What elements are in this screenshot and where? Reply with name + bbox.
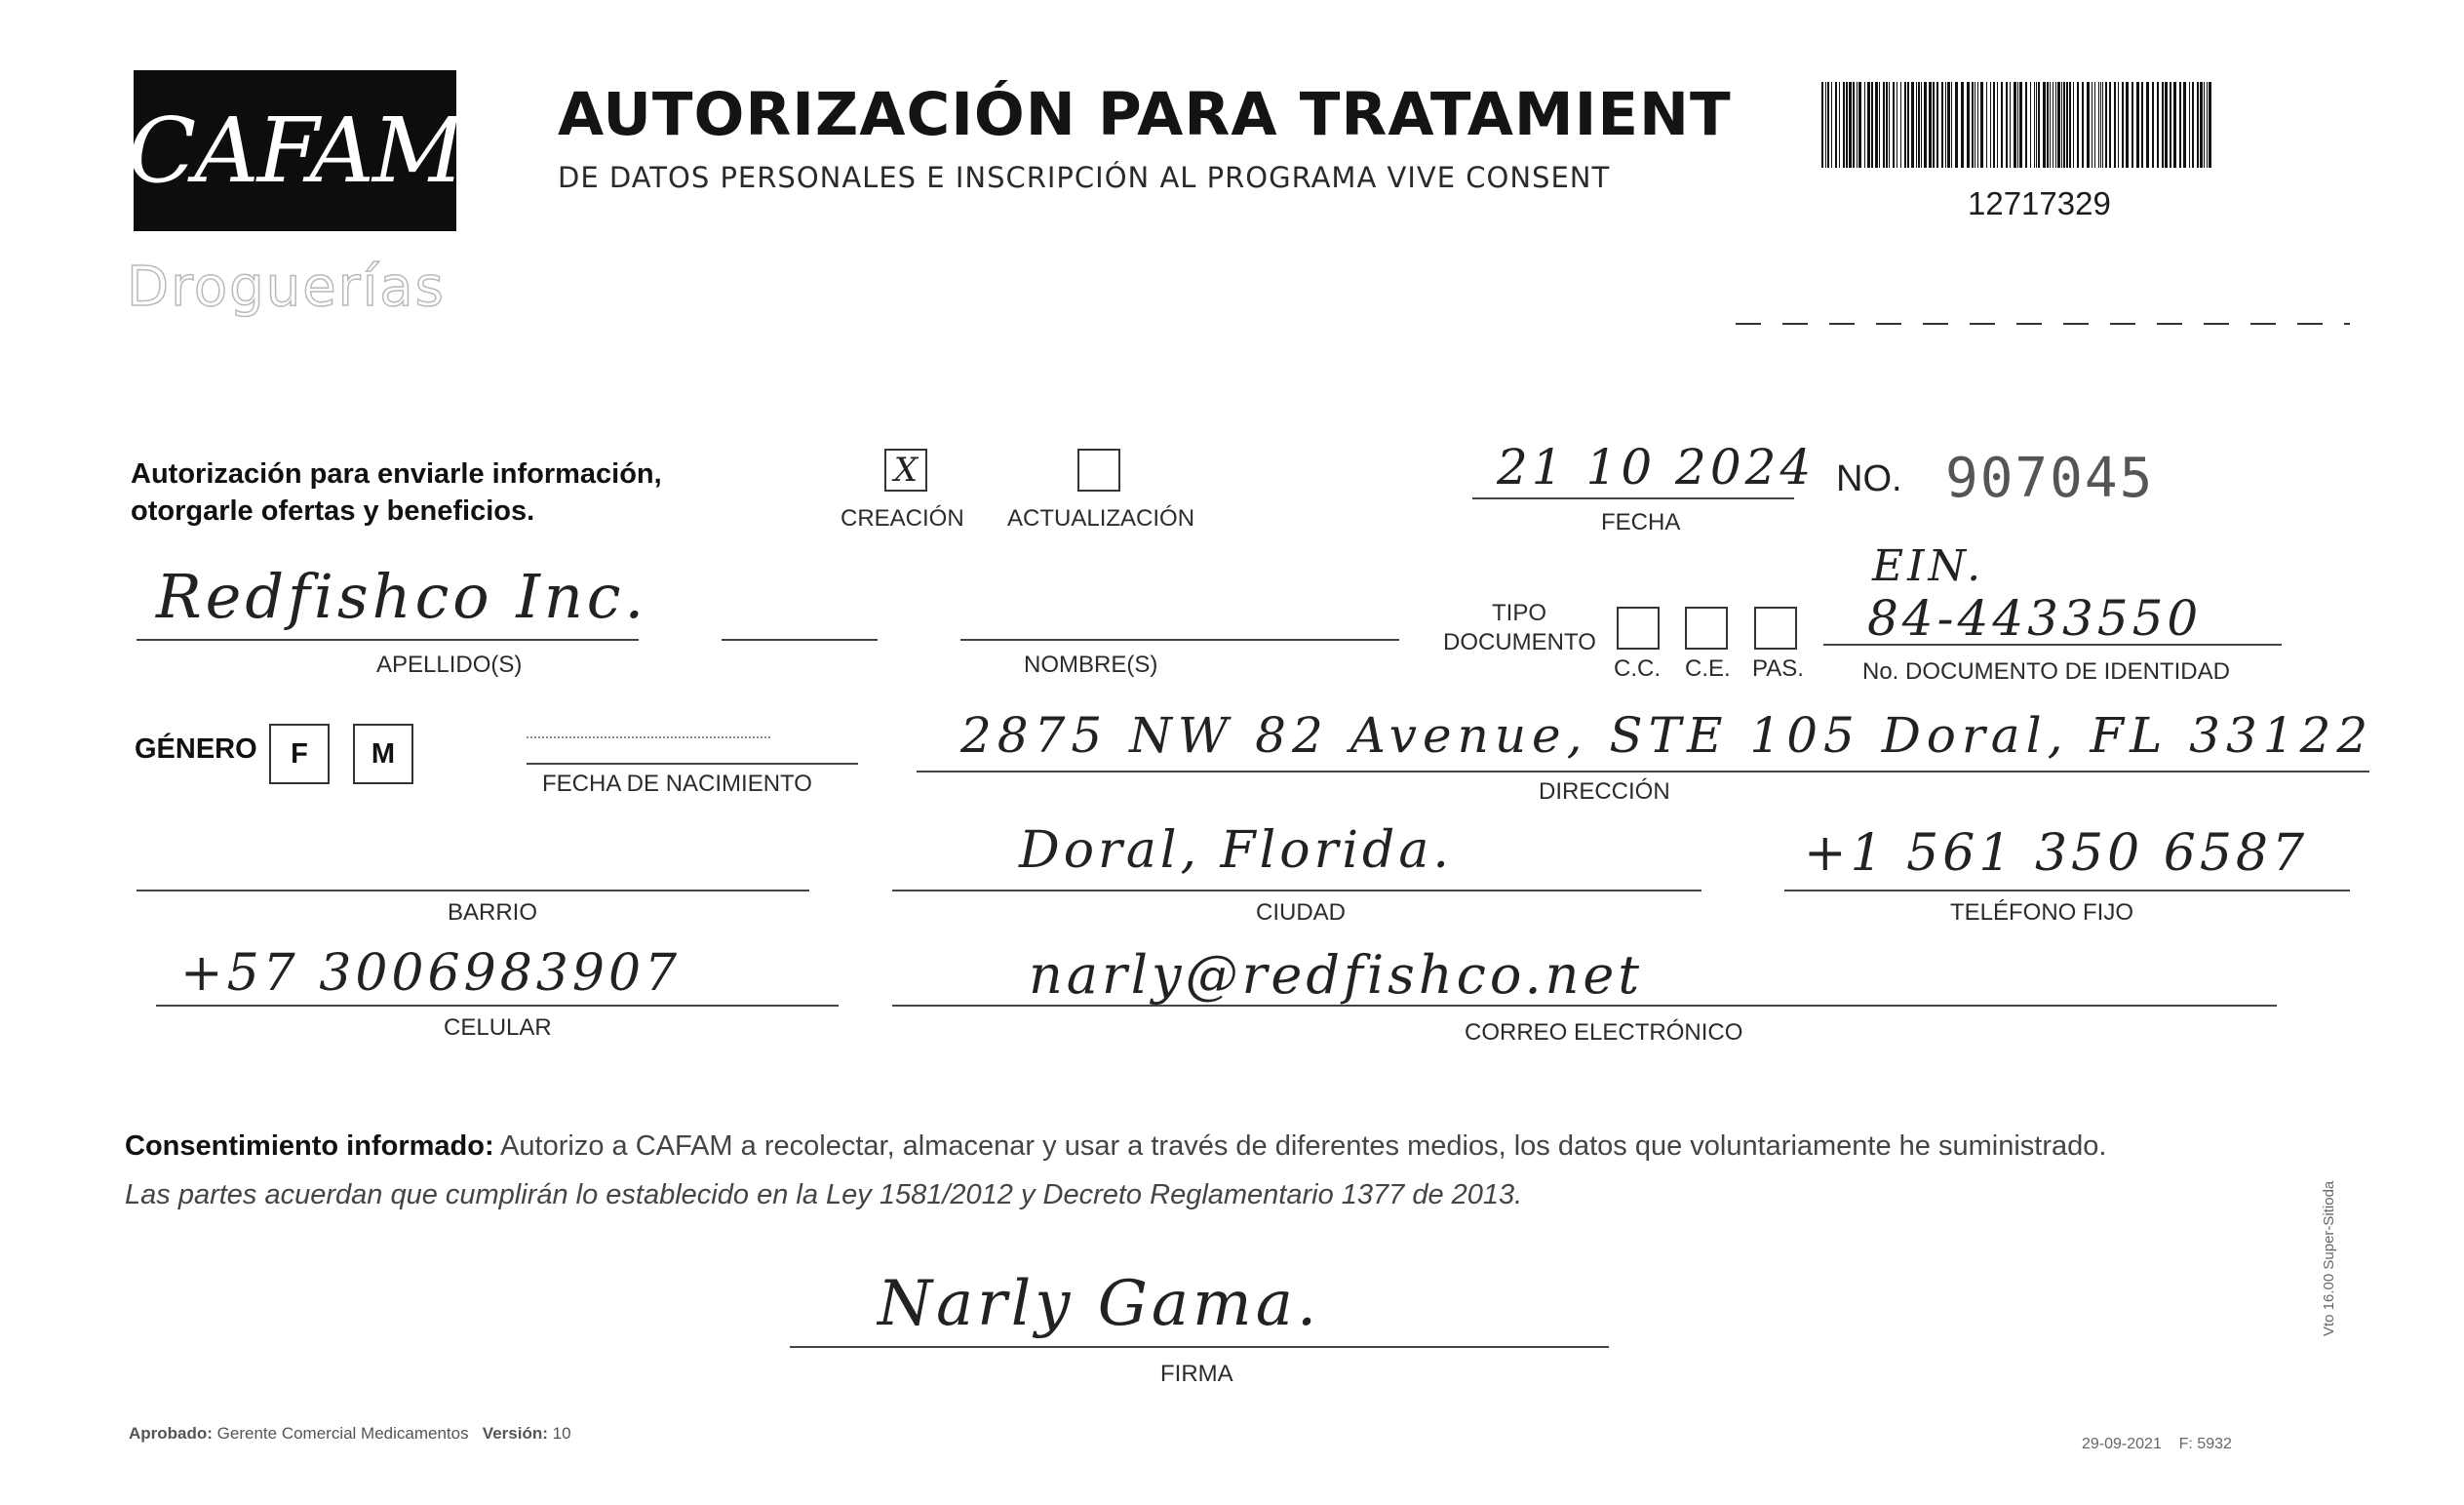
barcode-bar: [2122, 82, 2124, 168]
form-code: F: 5932: [2178, 1436, 2232, 1452]
actualizacion-checkbox[interactable]: [1077, 449, 1120, 492]
approved-value: Gerente Comercial Medicamentos: [216, 1424, 469, 1443]
barcode-bar: [1993, 82, 1995, 168]
numero-label: NO.: [1836, 458, 1902, 499]
barcode-bar: [2146, 82, 2149, 168]
authorization-text-line2: otorgarle ofertas y beneficios.: [131, 495, 535, 527]
barcode-bar: [1990, 82, 1991, 168]
celular-value: +57 3006983907: [180, 944, 682, 1003]
barcode-bar: [2109, 82, 2111, 168]
barcode-bar: [2057, 82, 2060, 168]
pas-checkbox[interactable]: [1754, 607, 1797, 650]
barcode-bar: [1972, 82, 1974, 168]
header-dashed-rule: [1736, 322, 2350, 326]
barcode-bar: [1955, 82, 1958, 168]
barcode-bar: [1980, 82, 1983, 168]
barcode-bar: [1936, 82, 1938, 168]
barcode-bar: [1893, 82, 1895, 168]
barcode-bar: [1849, 82, 1852, 168]
barcode-bar: [2030, 82, 2031, 168]
barcode-bar: [1921, 82, 1922, 168]
barcode-bar: [1867, 82, 1870, 168]
barcode-bar: [1846, 82, 1848, 168]
barcode-bar: [2132, 82, 2133, 168]
barcode-bar: [2001, 82, 2003, 168]
footer-approval: [129, 1424, 571, 1444]
barcode-bar: [2025, 82, 2027, 168]
tipo-documento-label-2: DOCUMENTO: [1443, 629, 1596, 655]
barcode-bar: [2162, 82, 2164, 168]
barcode-bar: [2165, 82, 2168, 168]
barcode-bar: [1843, 82, 1845, 168]
barcode-bar: [2010, 82, 2011, 168]
logo-subtitle: Droguerías: [127, 256, 446, 319]
barcode-bar: [2077, 82, 2079, 168]
barcode-bar: [2126, 82, 2129, 168]
barcode-bar: [1825, 82, 1826, 168]
barcode-bar: [1879, 82, 1880, 168]
barcode-bar: [1907, 82, 1909, 168]
genero-label: GÉNERO: [135, 733, 257, 765]
barcode-bar: [2183, 82, 2186, 168]
barcode-bar: [1977, 82, 1978, 168]
barcode-number: 12717329: [1968, 185, 2111, 221]
approved-label: Aprobado:: [129, 1424, 213, 1443]
signature-label: FIRMA: [1160, 1361, 1233, 1387]
correo-label: CORREO ELECTRÓNICO: [1465, 1019, 1743, 1046]
barcode-bar: [2036, 82, 2037, 168]
barcode-bar: [2006, 82, 2008, 168]
date-code: 29-09-2021: [2082, 1436, 2162, 1452]
barcode-bar: [1875, 82, 1878, 168]
barcode-bar: [2055, 82, 2056, 168]
barcode-bar: [1916, 82, 1917, 168]
genero-m-label: M: [371, 737, 396, 770]
consent-paragraph: [125, 1122, 2348, 1219]
barcode-graphic: [1821, 82, 2213, 168]
barcode-bar: [2200, 82, 2203, 168]
barcode-bar: [1900, 82, 1901, 168]
barcode-bar: [2179, 82, 2181, 168]
barcode-bar: [1835, 82, 1837, 168]
barcode-bar: [1941, 82, 1943, 168]
barcode-bar: [1918, 82, 1920, 168]
cc-label: C.C.: [1614, 655, 1661, 682]
vertical-print-info: Vto 16.00 Super-Sitioda: [2321, 1180, 2337, 1336]
genero-f-checkbox[interactable]: [269, 724, 330, 784]
barcode-bar: [1904, 82, 1906, 168]
logo-text: CAFAM: [127, 98, 463, 203]
barcode-bar: [2118, 82, 2119, 168]
barcode-bar: [2100, 82, 2101, 168]
barcode-bar: [1886, 82, 1888, 168]
cc-checkbox[interactable]: [1617, 607, 1660, 650]
barcode-bar: [2047, 82, 2049, 168]
ce-checkbox[interactable]: [1685, 607, 1728, 650]
barcode-bar: [2019, 82, 2022, 168]
barcode-bar: [1951, 82, 1952, 168]
barcode-bar: [1933, 82, 1935, 168]
documento-prefix: EIN.: [1872, 541, 1985, 591]
barcode-bar: [2066, 82, 2068, 168]
barcode-bar: [1864, 82, 1865, 168]
barcode-bar: [1986, 82, 1987, 168]
ce-label: C.E.: [1685, 655, 1731, 682]
barcode-bar: [2189, 82, 2190, 168]
barcode-bar: [1857, 82, 1858, 168]
barcode-bar: [2061, 82, 2062, 168]
barcode-bar: [2069, 82, 2071, 168]
ciudad-label: CIUDAD: [1256, 899, 1347, 926]
barcode-bar: [1961, 82, 1964, 168]
barcode-bar: [2207, 82, 2208, 168]
barcode-bar: [2204, 82, 2205, 168]
barcode-bar: [2197, 82, 2199, 168]
version-value: 10: [552, 1424, 571, 1443]
barcode-bar: [2063, 82, 2065, 168]
barcode-bar: [2173, 82, 2176, 168]
telefono-value: +1 561 350 6587: [1804, 824, 2309, 883]
barcode-bar: [1839, 82, 1840, 168]
creacion-checkbox[interactable]: [884, 449, 927, 492]
barcode-bar: [1831, 82, 1832, 168]
barcode-bar: [2014, 82, 2016, 168]
barcode-bar: [1853, 82, 1855, 168]
barcode-bar: [2141, 82, 2143, 168]
nombres-label: NOMBRE(S): [1024, 652, 1158, 678]
actualizacion-label: ACTUALIZACIÓN: [1007, 505, 1195, 532]
fecha-nacimiento-label: FECHA DE NACIMIENTO: [542, 771, 812, 797]
form-subtitle: DE DATOS PERSONALES E INSCRIPCIÓN AL PROGRAMA VIVE CONSENT: [558, 161, 1611, 194]
genero-f-label: F: [291, 737, 308, 770]
barcode-bar: [1945, 82, 1946, 168]
barcode-bar: [2087, 82, 2090, 168]
barcode-bar: [2017, 82, 2018, 168]
barcode-bar: [2038, 82, 2040, 168]
barcode-bar: [2114, 82, 2116, 168]
barcode-bar: [2034, 82, 2035, 168]
pas-label: PAS.: [1752, 655, 1804, 682]
barcode-bar: [2136, 82, 2139, 168]
barcode-bar: [2102, 82, 2103, 168]
barcode-bar: [1821, 82, 1823, 168]
barcode-bar: [1889, 82, 1890, 168]
signature-value: Narly Gama.: [878, 1268, 1321, 1340]
telefono-label: TELÉFONO FIJO: [1950, 899, 2134, 926]
barcode-bar: [1911, 82, 1914, 168]
numero-value: 907045: [1945, 447, 2155, 510]
barcode-bar: [2043, 82, 2046, 168]
barcode-bar: [2192, 82, 2194, 168]
direccion-value: 2875 NW 82 Avenue, STE 105 Doral, FL 33122: [960, 707, 2374, 764]
barcode-bar: [2152, 82, 2154, 168]
creacion-label: CREACIÓN: [841, 505, 964, 532]
creacion-mark: X: [893, 451, 919, 490]
apellidos-value: Redfishco Inc.: [156, 561, 648, 632]
barcode-bar: [2094, 82, 2095, 168]
barcode-bar: [2105, 82, 2107, 168]
correo-value: narly@redfishco.net: [1029, 944, 1644, 1006]
celular-label: CELULAR: [444, 1014, 552, 1041]
barcode-bar: [2157, 82, 2159, 168]
barcode-bar: [1827, 82, 1829, 168]
barcode-bar: [2082, 82, 2084, 168]
consent-text-line2: Las partes acuerdan que cumplirán lo establecido en la Ley 1581/2012 y Decreto Reglamentario 1377 de 2013.: [125, 1179, 1523, 1210]
barcode-bar: [2209, 82, 2211, 168]
barcode-bar: [1997, 82, 1998, 168]
ciudad-value: Doral, Florida.: [1019, 821, 1453, 880]
barrio-label: BARRIO: [448, 899, 538, 926]
direccion-label: DIRECCIÓN: [1539, 778, 1670, 805]
consent-text-line1: Autorizo a CAFAM a recolectar, almacenar y usar a través de diferentes medios, los datos que voluntariamente he suministrado.: [493, 1130, 2107, 1162]
authorization-text-line1: Autorización para enviarle información,: [131, 458, 662, 490]
consent-heading: Consentimiento informado:: [125, 1130, 494, 1162]
barcode-bar: [2170, 82, 2171, 168]
form-title: AUTORIZACIÓN PARA TRATAMIENT: [558, 80, 1732, 149]
barcode-bar: [2050, 82, 2051, 168]
fecha-value: 21 10 2024: [1497, 439, 1816, 495]
version-label: Versión:: [482, 1424, 548, 1443]
footer-codes: [2082, 1436, 2232, 1453]
barcode-bar: [1947, 82, 1950, 168]
barcode-bar: [1858, 82, 1861, 168]
cafam-logo: [127, 70, 463, 231]
barcode-bar: [2073, 82, 2074, 168]
barcode-bar: [2098, 82, 2099, 168]
barcode-bar: [1871, 82, 1873, 168]
fecha-label: FECHA: [1601, 509, 1681, 535]
barcode-bar: [1929, 82, 1932, 168]
apellidos-label: APELLIDO(S): [376, 652, 523, 678]
barcode-bar: [1883, 82, 1885, 168]
barcode-bar: [1967, 82, 1970, 168]
documento-value: 84-4433550: [1867, 590, 2203, 647]
documento-label: No. DOCUMENTO DE IDENTIDAD: [1862, 658, 2230, 685]
tipo-documento-label-1: TIPO: [1492, 600, 1547, 626]
barcode-bar: [1924, 82, 1927, 168]
genero-m-checkbox[interactable]: [353, 724, 413, 784]
